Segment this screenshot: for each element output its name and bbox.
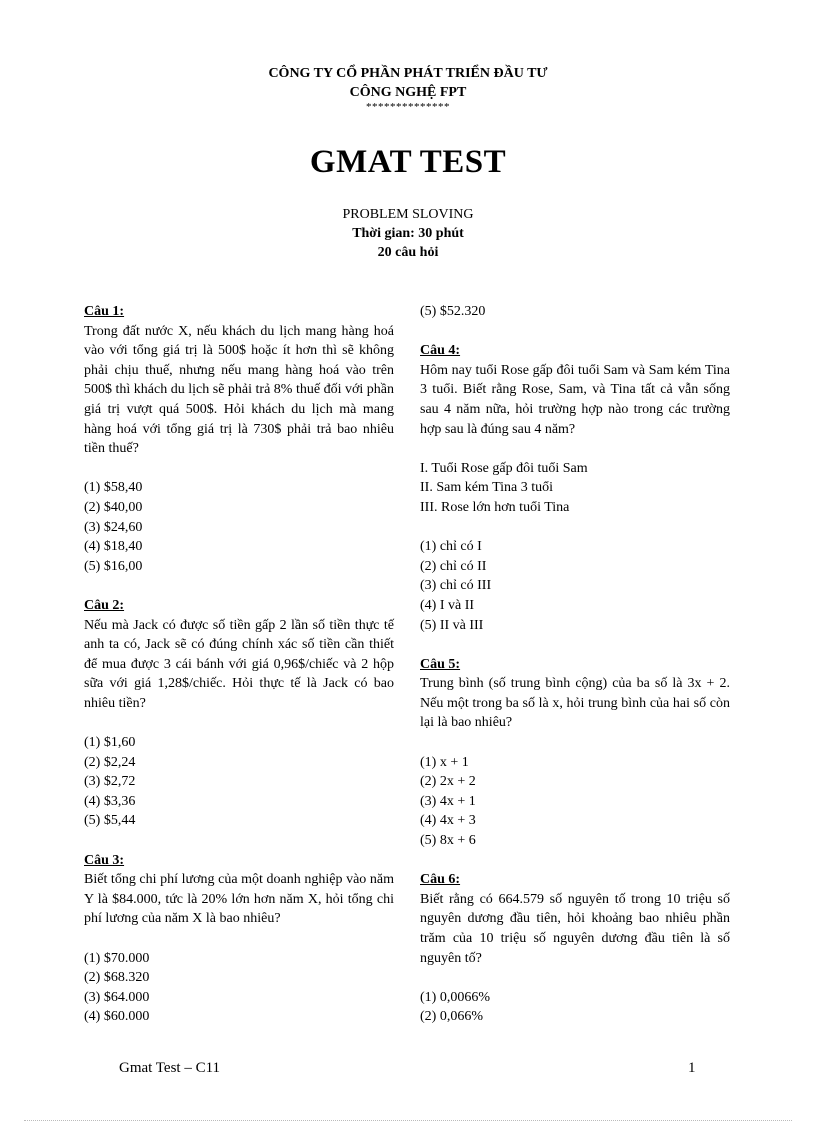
answer-option: (1) 0,0066% — [420, 989, 490, 1005]
page-bottom-divider — [24, 1120, 792, 1121]
statement: II. Sam kém Tina 3 tuổi — [420, 480, 554, 496]
answer-option: (2) chỉ có II — [420, 558, 487, 574]
document-header — [0, 64, 816, 112]
answer-option: (3) 4x + 1 — [420, 793, 476, 809]
question-text: Trong đất nước X, nếu khách du lịch mang hàng hoá vào với tổng giá trị là 500$ hoặc ít hơn thì sẽ không phải chịu thuế, nhưng nếu mang hàng hoá vào trên 500$ thì khách du lịch sẽ phải trả 8% thuế đối với phần giá trị vượt quá 500$. Hỏi khách du lịch mà mang hàng hoá với tổng giá trị là 730$ phải trả bao nhiêu tiền thuế? — [84, 323, 394, 457]
statement: III. Rose lớn hơn tuổi Tina — [420, 499, 570, 515]
footer-title: Gmat Test – C11 — [119, 1060, 221, 1076]
answer-option: (4) $60.000 — [84, 1009, 150, 1025]
time-limit: Thời gian: 30 phút — [352, 226, 464, 241]
answer-option: (5) $16,00 — [84, 558, 143, 574]
question-4 — [420, 341, 730, 635]
question-3 — [84, 851, 394, 1027]
answer-option: (4) $18,40 — [84, 539, 143, 555]
statement: I. Tuổi Rose gấp đôi tuổi Sam — [420, 460, 588, 476]
question-count: 20 câu hỏi — [377, 245, 439, 260]
test-info — [0, 205, 816, 262]
question-1 — [84, 302, 394, 576]
question-label: Câu 2: — [84, 597, 125, 613]
right-column — [420, 302, 730, 1027]
question-5 — [420, 655, 730, 851]
answer-option: (1) $1,60 — [84, 735, 136, 751]
answer-option: (2) $2,24 — [84, 754, 136, 770]
answer-option: (2) 0,066% — [420, 1009, 483, 1025]
question-2 — [84, 596, 394, 831]
question-text: Trung bình (số trung bình cộng) của ba số là 3x + 2. Nếu một trong ba số là x, hỏi trung bình của hai số còn lại là bao nhiêu? — [420, 676, 730, 731]
left-column — [84, 302, 394, 1027]
star-divider: ************** — [366, 101, 450, 113]
answer-option: (5) $5,44 — [84, 813, 136, 829]
answer-option: (2) 2x + 2 — [420, 774, 476, 790]
question-text: Biết rằng có 664.579 số nguyên tố trong 10 triệu số nguyên dương đầu tiên, hỏi khoảng bao nhiêu phần trăm của 10 triệu số nguyên dương đầu tiên là số nguyên tố? — [420, 891, 730, 966]
question-text: Nếu mà Jack có được số tiền gấp 2 lần số tiền thực tế anh ta có, Jack sẽ có đúng chính xác số tiền cần thiết để mua được 3 cái bánh với giá 0,96$/chiếc và 2 hộp sữa với giá 1,28$/chiếc. Hỏi thực tế là Jack có bao nhiêu tiền? — [84, 617, 394, 711]
answer-option: (4) I và II — [420, 597, 475, 613]
question-label: Câu 1: — [84, 304, 125, 319]
page-number: 1 — [688, 1060, 696, 1076]
answer-option: (4) $3,36 — [84, 793, 136, 809]
answer-option: (1) chỉ có I — [420, 539, 482, 555]
company-name-line2: CÔNG NGHỆ FPT — [349, 85, 467, 100]
answer-option: (5) II và III — [420, 617, 484, 633]
question-label: Câu 4: — [420, 343, 461, 359]
answer-option: (2) $40,00 — [84, 499, 143, 515]
question-6 — [420, 870, 730, 1027]
question-text: Biết tổng chi phí lương của một doanh nghiệp vào năm Y là $84.000, tức là 20% lớn hơn năm X, hỏi tổng chi phí lương của năm X là bao nhiêu? — [84, 872, 394, 927]
company-name-line1: CÔNG TY CỔ PHẦN PHÁT TRIỂN ĐẦU TƯ — [268, 66, 548, 81]
answer-option: (3) $64.000 — [84, 989, 150, 1005]
answer-option: (1) x + 1 — [420, 754, 469, 770]
answer-option: (4) 4x + 3 — [420, 813, 476, 829]
section-name: PROBLEM SLOVING — [342, 207, 474, 222]
question-text: Hôm nay tuổi Rose gấp đôi tuổi Sam và Sam kém Tina 3 tuổi. Biết rằng Rose, Sam, và Tina tất cả vẫn sống sau 4 năm nữa, hỏi trường hợp nào trong các trường hợp sau là đúng sau 4 năm? — [420, 362, 730, 437]
answer-option: (1) $58,40 — [84, 480, 143, 496]
question-label: Câu 5: — [420, 656, 461, 672]
question-label: Câu 6: — [420, 872, 461, 888]
answer-option: (1) $70.000 — [84, 950, 150, 966]
answer-option: (2) $68.320 — [84, 970, 150, 986]
answer-option: (5) $52.320 — [420, 304, 486, 319]
question-label: Câu 3: — [84, 852, 125, 868]
answer-option: (3) $2,72 — [84, 774, 136, 790]
answer-option: (5) 8x + 6 — [420, 833, 476, 849]
answer-option: (3) chỉ có III — [420, 578, 492, 594]
page-title: GMAT TEST — [309, 144, 507, 180]
answer-option: (3) $24,60 — [84, 519, 143, 535]
